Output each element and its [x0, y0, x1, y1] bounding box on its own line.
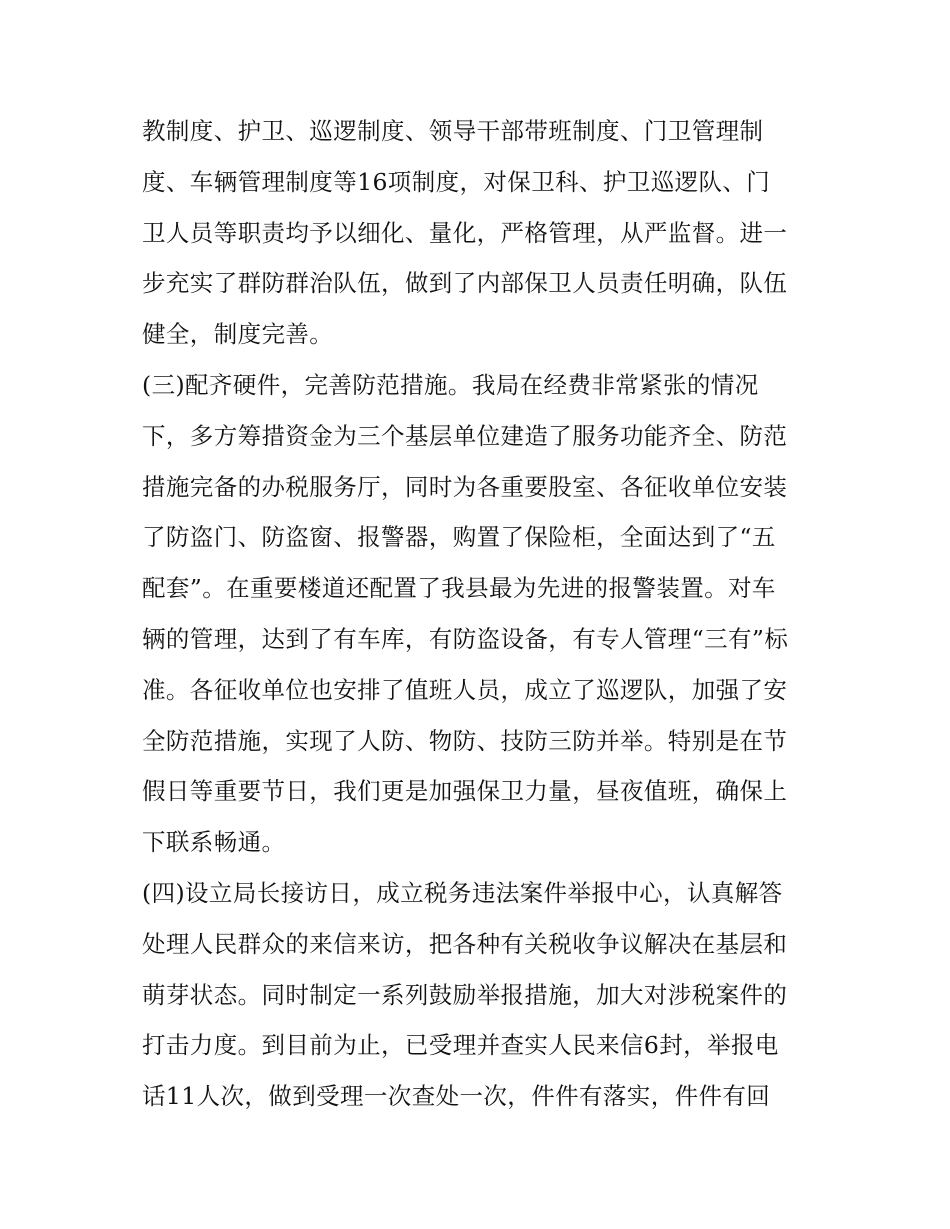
text-line: 全防范措施，实现了人防、物防、技防三防并举。特别是在节	[142, 726, 788, 755]
text-line: 萌芽状态。同时制定一系列鼓励举报措施，加大对涉税案件的	[142, 980, 788, 1009]
text-line: 打击力度。到目前为止，已受理并查实人民来信6封，举报电	[142, 1031, 779, 1060]
text-line: 健全，制度完善。	[142, 320, 334, 349]
text-line: 步充实了群防群治队伍，做到了内部保卫人员责任明确，队伍	[142, 269, 788, 298]
section-3-heading-line: (三)配齐硬件，完善防范措施。我局在经费非常紧张的情况	[142, 370, 759, 399]
text-line: 准。各征收单位也安排了值班人员，成立了巡逻队，加强了安	[142, 675, 788, 704]
text-line: 卫人员等职责均予以细化、量化，严格管理，从严监督。进一	[142, 218, 788, 247]
text-line: 措施完备的办税服务厅，同时为各重要股室、各征收单位安装	[142, 472, 788, 501]
text-line: 处理人民群众的来信来访，把各种有关税收争议解决在基层和	[142, 929, 788, 958]
text-line: 了防盗门、防盗窗、报警器，购置了保险柜，全面达到了“五	[142, 523, 776, 552]
text-line: 下联系畅通。	[142, 828, 286, 857]
text-line: 下，多方筹措资金为三个基层单位建造了服务功能齐全、防范	[142, 421, 788, 450]
section-4-heading-line: (四)设立局长接访日，成立税务违法案件举报中心，认真解答	[142, 878, 783, 907]
text-line: 配套”。在重要楼道还配置了我县最为先进的报警装置。对车	[142, 574, 776, 603]
text-line: 辆的管理，达到了有车库，有防盗设备，有专人管理“三有”标	[142, 624, 789, 653]
text-line: 假日等重要节日，我们更是加强保卫力量，昼夜值班，确保上	[142, 777, 788, 806]
text-line: 度、车辆管理制度等16项制度，对保卫科、护卫巡逻队、门	[142, 167, 771, 196]
text-line: 教制度、护卫、巡逻制度、领导干部带班制度、门卫管理制	[142, 117, 764, 145]
text-line: 话11人次，做到受理一次查处一次，件件有落实，件件有回	[142, 1082, 771, 1111]
document-body	[142, 106, 822, 1122]
